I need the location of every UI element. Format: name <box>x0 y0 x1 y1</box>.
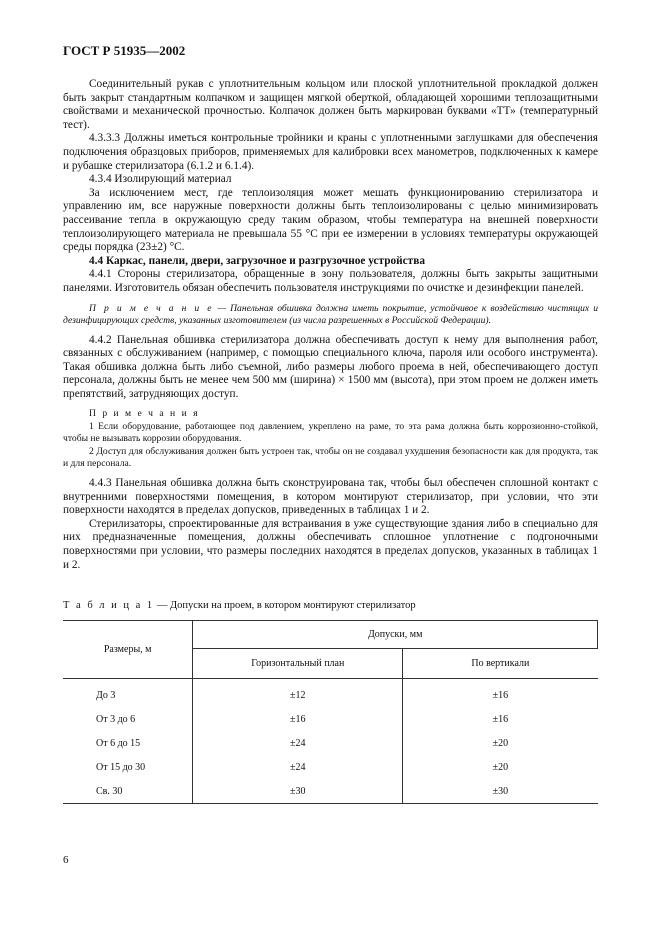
header-sizes: Размеры, м <box>63 621 193 679</box>
paragraph-built-in: Стерилизаторы, спроектированные для встраивания в уже существующие здания либо в специально для них предназначенные помещения, должны обеспечивать сплошное уплотнение с подгоночными поверхностями при условии, что размеры последних находятся в пределах допусков, указанных в таблицах 1 и 2. <box>63 517 598 571</box>
table-row <box>63 779 598 804</box>
notes-title: П р и м е ч а н и я <box>89 408 200 420</box>
paragraph-4-4-3: 4.4.3 Панельная обшивка должна быть сконструирована так, чтобы был обеспечен сплошной контакт с внутренними поверхностями помещения, в котором монтируют стерилизатор, при условии, что эти поверхности находятся в пределах допусков, приведенных в таблицах 1 и 2. <box>63 476 598 517</box>
cell-horizontal: ±12 <box>193 679 403 708</box>
cell-horizontal: ±30 <box>193 779 403 804</box>
table-caption-label: Т а б л и ц а 1 <box>63 600 155 611</box>
table-row <box>63 679 598 708</box>
header-tolerances: Допуски, мм <box>193 621 598 649</box>
cell-vertical: ±20 <box>403 755 598 779</box>
note-panel-coating <box>63 303 598 328</box>
cell-size: От 6 до 15 <box>96 737 141 749</box>
paragraph-hose-cap: Соединительный рукав с уплотнительным кольцом или плоской уплотнительной прокладкой должен быть закрыт стандартным колпачком и защищен мягкой оберткой, обладающей хорошими теплозащитными свойствами и механической прочностью. Колпачок должен быть маркирован буквами «ТТ» (температурный тест). <box>63 78 598 131</box>
table-row <box>63 755 598 779</box>
note-item-1: 1 Если оборудование, работающее под давлением, укреплено на раме, то эта рама должна быть коррозионно-стойкой, чтобы не вызывать коррозии оборудования. <box>63 420 598 445</box>
cell-vertical: ±20 <box>403 731 598 755</box>
section-heading-4-4: 4.4 Каркас, панели, двери, загрузочное и разгрузочное устройства <box>89 254 425 267</box>
header-vertical: По вертикали <box>403 649 598 679</box>
note-label: П р и м е ч а н и е <box>89 302 214 314</box>
paragraph-4-3-4-title: 4.3.4 Изолирующий материал <box>89 173 232 186</box>
document-body <box>63 78 598 572</box>
cell-size: Св. 30 <box>63 779 193 804</box>
table-caption-text: — Допуски на проем, в котором монтируют стерилизатор <box>154 600 416 611</box>
cell-vertical: ±16 <box>403 707 598 731</box>
cell-vertical: ±30 <box>403 779 598 804</box>
page-number: 6 <box>63 854 69 866</box>
table-caption <box>63 600 416 611</box>
note-text: — Панельная обшивка должна иметь покрытие, устойчивое к воздействию чистящих и дезинфицирующих средств, указанных изготовителем (из числа разрешенных в Российской Федерации). <box>63 302 598 326</box>
paragraph-insulation: За исключением мест, где теплоизоляция может мешать функционированию стерилизатора и управлению им, все наружные поверхности должны быть теплоизолированы с целью минимизировать рассеивание тепла в окружающую среду таким образом, чтобы температура на внешней поверхности теплоизолирующего материала не превышала 55 °С при ее измерении в условиях температуры окружающей среды порядка (23±2) °С. <box>63 186 598 254</box>
cell-size: До 3 <box>96 689 116 701</box>
cell-size: От 15 до 30 <box>96 761 146 773</box>
cell-size: От 3 до 6 <box>96 713 136 725</box>
document-header: ГОСТ Р 51935—2002 <box>63 43 186 58</box>
cell-horizontal: ±16 <box>193 707 403 731</box>
note-item-2: 2 Доступ для обслуживания должен быть устроен так, чтобы он не создавал ухудшения безопасности как для продукта, так и для персонала. <box>63 445 598 470</box>
notes-block <box>63 408 598 471</box>
paragraph-4-4-2: 4.4.2 Панельная обшивка стерилизатора должна обеспечивать доступ к нему для выполнения работ, связанных с обслуживанием (например, с помощью специального ключа, пароля или особого инструмента). Такая обшивка должна быть либо съемной, либо размеры любого проема в ней, обеспечивающего доступ персонала, должны быть не менее чем 500 мм (ширина) × 1500 мм (высота), при этом проем не должен иметь препятствий, затрудняющих доступ. <box>63 333 598 400</box>
tolerance-table <box>63 620 598 804</box>
cell-vertical: ±16 <box>403 679 598 708</box>
paragraph-4-4-1: 4.4.1 Стороны стерилизатора, обращенные в зону пользователя, должны быть закрыты защитными панелями. Изготовитель обязан обеспечить пользователя инструкциями по очистке и дезинфекции панелей. <box>63 268 598 294</box>
cell-horizontal: ±24 <box>193 731 403 755</box>
cell-horizontal: ±24 <box>193 755 403 779</box>
table-row <box>63 707 598 731</box>
header-horizontal: Горизонтальный план <box>193 649 403 679</box>
paragraph-4-3-3-3: 4.3.3.3 Должны иметься контрольные тройники и краны с уплотненными заглушками для обеспечения подключения образцовых приборов, применяемых для калибровки всех манометров, подключенных к камере и рубашке стерилизатора (6.1.2 и 6.1.4). <box>63 132 598 172</box>
table-row <box>63 731 598 755</box>
